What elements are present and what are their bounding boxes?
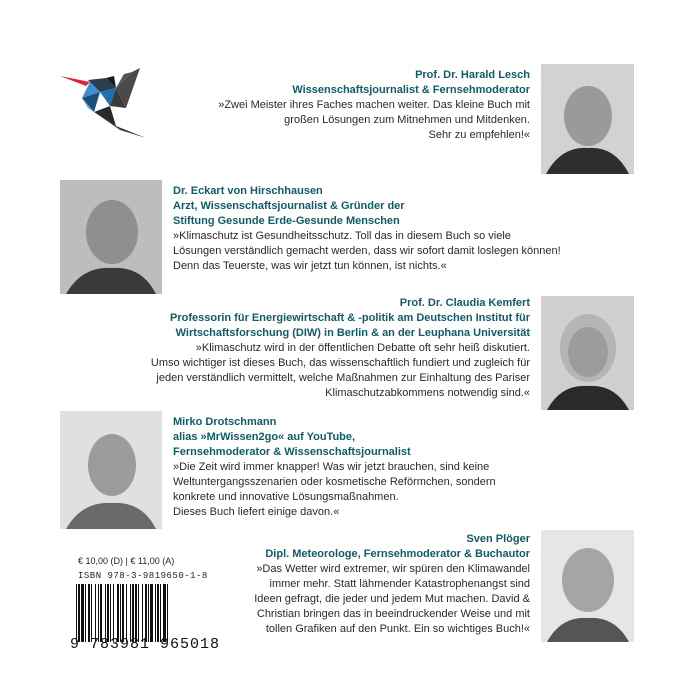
endorsement-role: Wirtschaftsforschung (DIW) in Berlin & an der Leuphana Universität <box>175 327 530 339</box>
endorsement-quote-line: Denn das Teuerste, was wir jetzt tun können, ist nichts.« <box>173 260 447 272</box>
endorsement-ploeger <box>190 532 530 637</box>
portrait-ploeger <box>541 530 634 642</box>
endorsement-kemfert <box>70 296 530 401</box>
endorsement-quote-line: konkrete und innovative Lösungsmaßnahmen. <box>173 491 399 503</box>
barcode-bar <box>126 584 127 642</box>
barcode-bar <box>145 584 147 642</box>
barcode <box>76 584 206 642</box>
barcode-bar <box>105 584 106 642</box>
barcode-bar <box>138 584 139 642</box>
barcode-bar <box>91 584 92 642</box>
isbn-label: ISBN 978-3-9819650-1-8 <box>78 571 208 581</box>
endorsement-drotschmann <box>173 415 633 520</box>
endorsement-role: Dipl. Meteorologe, Fernsehmoderator & Buchautor <box>265 548 530 560</box>
endorsement-quote-line: immer mehr. Statt lähmender Katastrophenangst sind <box>269 578 530 590</box>
portrait-drotschmann <box>60 411 162 529</box>
barcode-bar <box>117 584 119 642</box>
endorsement-role: Professorin für Energiewirtschaft & -politik am Deutschen Institut für <box>170 312 530 324</box>
barcode-bar <box>160 584 161 642</box>
barcode-bar <box>88 584 90 642</box>
barcode-bar <box>148 584 149 642</box>
endorsement-quote-line: Sehr zu empfehlen!« <box>428 129 530 141</box>
endorsement-quote-line: Klimaschutzabkommens notwendig sind.« <box>325 387 530 399</box>
barcode-bar <box>120 584 121 642</box>
endorsement-quote-line: tollen Grafiken auf den Punkt. Ein so wichtiges Buch!« <box>265 623 530 635</box>
barcode-bar <box>78 584 80 642</box>
barcode-bar <box>142 584 143 642</box>
endorsement-quote-line: »Das Wetter wird extremer, wir spüren den Klimawandel <box>256 563 530 575</box>
barcode-bar <box>155 584 156 642</box>
endorsement-quote-line: großen Lösungen zum Mitnehmen und Mitdenken. <box>284 114 530 126</box>
endorsement-quote-line: jeden verständlich vermittelt, welche Maßnahmen zur Einhaltung des Pariser <box>156 372 530 384</box>
endorsement-role: alias »MrWissen2go« auf YouTube, <box>173 431 356 443</box>
endorsement-quote-line: Dieses Buch liefert einige davon.« <box>173 506 340 518</box>
endorsement-quote-line: Lösungen verständlich gemacht werden, dass wir sofort damit loslegen können! <box>173 245 561 257</box>
barcode-bar <box>81 584 84 642</box>
endorsement-quote-line: Ideen gefragt, die jeder und jedem Mut machen. David & <box>254 593 530 605</box>
endorsement-role: Fernsehmoderator & Wissenschaftsjournalist <box>173 446 411 458</box>
barcode-bar <box>110 584 111 642</box>
endorsement-quote-line: Weltuntergangsszenarien oder kosmetische Reförmchen, sondern <box>173 476 496 488</box>
endorsement-name: Prof. Dr. Claudia Kemfert <box>399 297 530 309</box>
endorsement-quote-line: »Klimaschutz ist Gesundheitsschutz. Toll das in diesem Buch so viele <box>173 230 511 242</box>
endorsement-quote-line: Christian bringen das in beeindruckender Weise und mit <box>256 608 530 620</box>
endorsement-name: Dr. Eckart von Hirschhausen <box>173 185 323 197</box>
endorsement-role: Wissenschaftsjournalist & Fernsehmoderator <box>292 84 530 96</box>
barcode-bar <box>167 584 168 642</box>
barcode-bar <box>100 584 102 642</box>
barcode-bar <box>113 584 114 642</box>
barcode-bar <box>130 584 131 642</box>
endorsement-name: Sven Plöger <box>466 533 530 545</box>
endorsement-lesch <box>90 68 530 143</box>
endorsement-quote-line: »Klimaschutz wird in der öffentlichen Debatte oft sehr heiß diskutiert. <box>195 342 530 354</box>
price-label: € 10,00 (D) | € 11,00 (A) <box>78 556 175 566</box>
barcode-bar <box>107 584 109 642</box>
barcode-bar <box>95 584 96 642</box>
barcode-bar <box>132 584 134 642</box>
barcode-bar <box>163 584 166 642</box>
endorsement-quote-line: Umso wichtiger ist dieses Buch, das wissenschaftlich fundiert und zugleich für <box>150 357 530 369</box>
endorsement-quote-line: »Die Zeit wird immer knapper! Was wir jetzt brauchen, sind keine <box>173 461 490 473</box>
portrait-lesch <box>541 64 634 174</box>
barcode-bar <box>122 584 124 642</box>
barcode-bar <box>157 584 159 642</box>
barcode-bar <box>150 584 153 642</box>
endorsement-role: Arzt, Wissenschaftsjournalist & Gründer der <box>173 200 405 212</box>
portrait-kemfert <box>541 296 634 410</box>
barcode-bar <box>135 584 137 642</box>
barcode-bar <box>98 584 99 642</box>
endorsement-quote-line: »Zwei Meister ihres Faches machen weiter. Das kleine Buch mit <box>218 99 530 111</box>
portrait-hirschhausen <box>60 180 162 294</box>
barcode-bar <box>76 584 77 642</box>
barcode-number: 9 783981 965018 <box>70 636 221 653</box>
barcode-bar <box>85 584 86 642</box>
endorsement-name: Mirko Drotschmann <box>173 416 277 428</box>
endorsement-name: Prof. Dr. Harald Lesch <box>415 69 530 81</box>
endorsement-role: Stiftung Gesunde Erde-Gesunde Menschen <box>173 215 400 227</box>
endorsement-hirschhausen <box>173 184 633 274</box>
